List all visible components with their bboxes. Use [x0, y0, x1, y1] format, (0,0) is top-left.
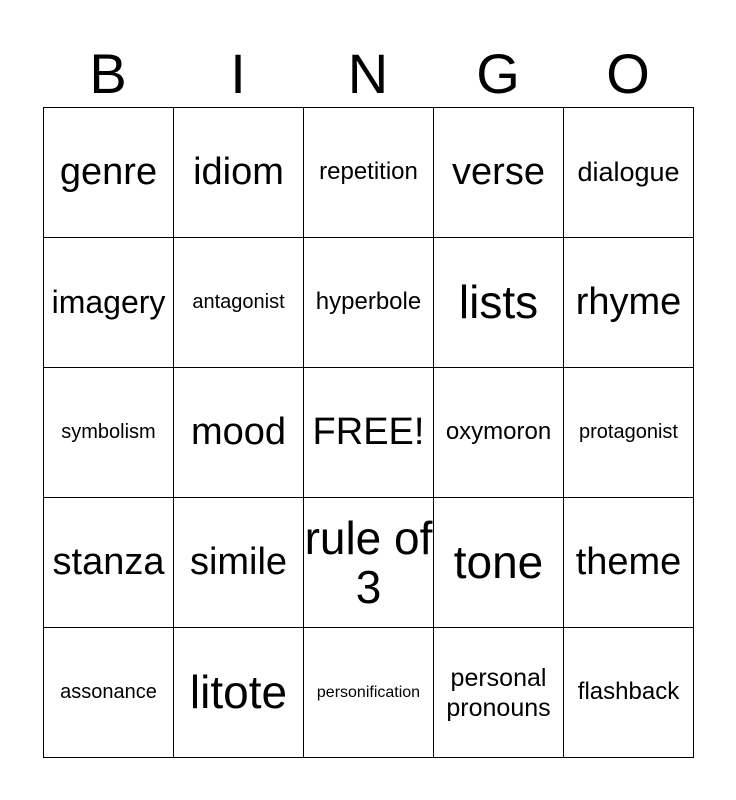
- bingo-cell[interactable]: [564, 238, 694, 368]
- cell-label: hyperbole: [315, 288, 422, 316]
- bingo-cell[interactable]: [564, 108, 694, 238]
- bingo-cell[interactable]: [44, 238, 174, 368]
- bingo-cell[interactable]: [174, 238, 304, 368]
- cell-label: theme: [575, 541, 682, 584]
- bingo-cell[interactable]: [174, 108, 304, 238]
- cell-label: flashback: [577, 678, 680, 706]
- bingo-cell[interactable]: [44, 108, 174, 238]
- header-letter-g: G: [476, 42, 520, 105]
- cell-label: dialogue: [577, 157, 680, 188]
- bingo-cell[interactable]: [434, 238, 564, 368]
- bingo-cell free-space[interactable]: [304, 368, 434, 498]
- cell-label: protagonist: [579, 421, 678, 444]
- cell-label: rhyme: [575, 281, 682, 324]
- bingo-cell[interactable]: [304, 628, 434, 758]
- cell-label: symbolism: [61, 421, 156, 444]
- bingo-cell[interactable]: [564, 628, 694, 758]
- header-letter-o: O: [606, 42, 650, 105]
- cell-label: lists: [458, 276, 539, 329]
- cell-label: litote: [189, 666, 288, 719]
- bingo-cell[interactable]: [434, 368, 564, 498]
- bingo-cell[interactable]: [174, 498, 304, 628]
- cell-label: simile: [189, 541, 288, 584]
- bingo-cell[interactable]: [434, 108, 564, 238]
- cell-label: repetition: [319, 158, 418, 186]
- cell-label: antagonist: [192, 291, 285, 314]
- header-letter-i: I: [230, 42, 246, 105]
- bingo-board: [43, 107, 694, 758]
- bingo-cell[interactable]: [304, 498, 434, 628]
- bingo-cell[interactable]: [564, 368, 694, 498]
- cell-label: rule of 3: [304, 512, 433, 613]
- cell-label: verse: [452, 151, 545, 194]
- bingo-cell[interactable]: [434, 498, 564, 628]
- header-letter-b: B: [89, 42, 127, 105]
- bingo-cell[interactable]: [304, 238, 434, 368]
- cell-label: imagery: [51, 283, 166, 320]
- bingo-cell[interactable]: [434, 628, 564, 758]
- cell-label: personal pronouns: [446, 663, 551, 722]
- bingo-cell[interactable]: [44, 628, 174, 758]
- cell-label: assonance: [60, 681, 157, 704]
- bingo-cell[interactable]: [174, 628, 304, 758]
- header-letter-n: N: [347, 42, 389, 105]
- cell-label: idiom: [193, 151, 284, 194]
- cell-label: mood: [190, 411, 287, 454]
- cell-label: personification: [316, 683, 421, 701]
- bingo-cell[interactable]: [44, 498, 174, 628]
- bingo-header: [43, 40, 693, 108]
- bingo-cell[interactable]: [44, 368, 174, 498]
- cell-label: genre: [59, 151, 158, 194]
- bingo-cell[interactable]: [304, 108, 434, 238]
- cell-label: oxymoron: [445, 418, 552, 446]
- cell-label: tone: [453, 536, 544, 589]
- bingo-cell[interactable]: [564, 498, 694, 628]
- cell-label: FREE!: [312, 411, 425, 454]
- cell-label: stanza: [52, 541, 165, 584]
- bingo-cell[interactable]: [174, 368, 304, 498]
